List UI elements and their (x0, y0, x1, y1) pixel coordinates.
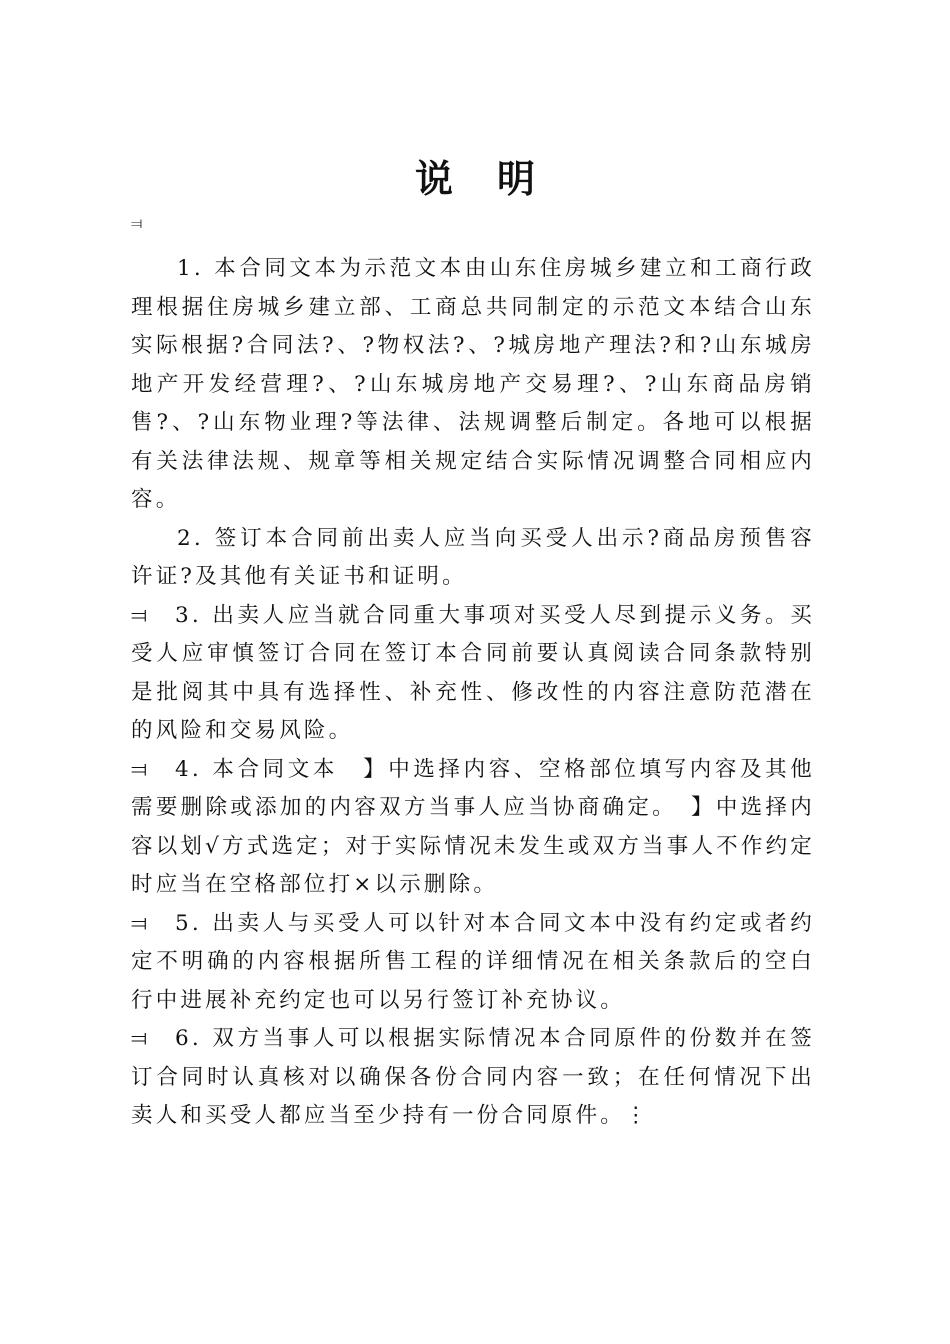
paragraph-4 (131, 751, 815, 905)
paragraph-mark: ⫤ (131, 756, 148, 782)
paragraph-mark: ⫤ (131, 910, 148, 936)
paragraph-mark: ⫤ (131, 1026, 148, 1051)
paragraph-text: 3. 出卖人应当就合同重大事项对买受人尽到提示义务。买受人应审慎签订合同在签订本合同前要认真阅读合同条款特别是批阅其中具有选择性、补充性、修改性的内容注意防范潜在的风险和交易风险。 (131, 602, 815, 743)
paragraph-text: 5. 出卖人与买受人可以针对本合同文本中没有约定或者约定不明确的内容根据所售工程的详细情况在相关条款后的空白行中进展补充约定也可以另行签订补充协议。 (131, 910, 815, 1013)
paragraph-text: 4. 本合同文本 】中选择内容、空格部位填写内容及其他需要删除或添加的内容双方当事人应当协商确定。 】中选择内容以划√方式选定；对于实际情况未发生或双方当事人不作约定时应当在空格部位打×以示删除。 (131, 756, 815, 897)
paragraph-text: 6. 双方当事人可以根据实际情况本合同原件的份数并在签订合同时认真核对以确保各份合同内容一致；在任何情况下出卖人和买受人都应当至少持有一份合同原件。⋮ (131, 1026, 815, 1128)
paragraph-1 (131, 250, 815, 520)
document-title: 说明 (414, 156, 579, 201)
paragraph-2 (131, 520, 815, 597)
document-body (131, 250, 815, 1136)
paragraph-text: 1. 本合同文本为示范文本由山东住房城乡建立和工商行政理根据住房城乡建立部、工商总共同制定的示范文本结合山东实际根据?合同法?、?物权法?、?城房地产理法?和?山东城房地产开发经营理?、?山东城房地产交易理?、?山东商品房销售?、?山东物业理?等法律、法规调整后制定。各地可以根据有关法律法规、规章等相关规定结合实际情况调整合同相应内容。 (131, 256, 815, 512)
paragraph-mark: ⫤ (131, 214, 143, 232)
paragraph-mark: ⫤ (131, 602, 148, 628)
paragraph-6 (131, 1020, 815, 1136)
paragraph-5 (131, 905, 815, 1021)
paragraph-3 (131, 597, 815, 751)
paragraph-text: 2. 签订本合同前出卖人应当向买受人出示?商品房预售容许证?及其他有关证书和证明。 (131, 525, 815, 589)
